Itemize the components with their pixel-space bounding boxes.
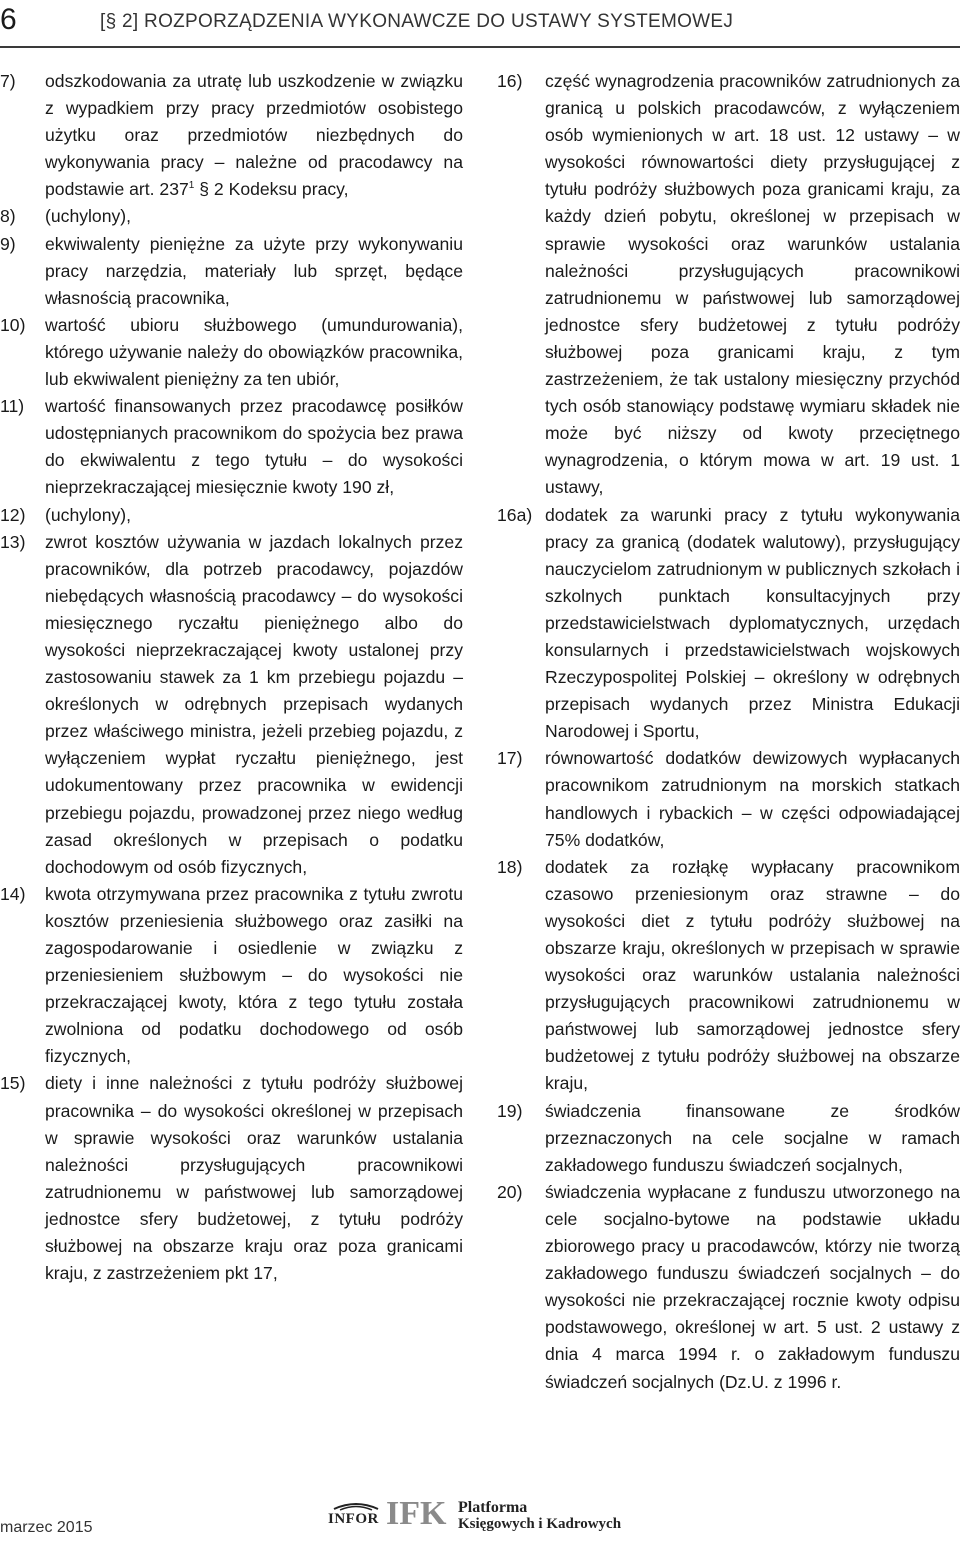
page-footer [0, 1495, 960, 1546]
page-header [0, 0, 960, 48]
item-number: 16) [497, 71, 523, 91]
page-number: 6 [0, 3, 17, 36]
issue-date: marzec 2015 [0, 1519, 93, 1536]
logo-infor-text: INFOR [328, 1511, 379, 1527]
item-text: kwota otrzymywana przez pracownika z tytułu zwrotu kosztów przeniesienia służbowego oraz zasiłki na zagospodarowanie i osiedlenie w związku z przeniesieniem służbowym – do wysokości nie przekraczającej kwoty, która z tego tytułu została zwolniona od podatku dochodowego od osób fizycznych, [45, 883, 463, 1067]
item-text: dodatek za rozłąkę wypłacany pracownikom czasowo przeniesionym oraz strawne – do wysokości diet z tytułu podróży służbowej na obszarze kraju, określonych w przepisach w sprawie wysokości oraz warunków ustalania należności przysługujących pracownikowi zatrudnionemu w państwowej lub samorządowej jednostce sfery budżetowej z tytułu podróży służbowej na obszarze kraju, [545, 856, 960, 1094]
item-number: 8) [0, 206, 16, 227]
list-item [497, 745, 960, 853]
logo-ifk-text: IFK [386, 1495, 447, 1532]
item-number: 7) [0, 71, 16, 91]
logo-platform-text: Platforma [458, 1499, 528, 1516]
item-text: część wynagrodzenia pracowników zatrudnionych za granicą u polskich pracodawców, z wyłączeniem osób wymienionych w art. 18 ust. 12 ustawy – w wysokości równowartości diety przysługującej z tytułu podróży służbowych poza granicami kraju, za każdy dzień pobytu, określonej w przepisach w sprawie wysokości oraz warunków ustalania należności przysługujących pracownikowi zatrudnionemu w państwowej lub samorządowej jednostce sfery budżetowej z tytułu podróży służbowej poza granicami kraju, z tym zastrzeżeniem, że tak ustalony miesięczny przychód tych osób stanowiący podstawę wymiaru składek nie może być niższy od kwoty przeciętnego wynagrodzenia, o którym mowa w art. 19 ust. 1 ustawy, [545, 71, 960, 498]
list-item [0, 203, 463, 230]
item-text: wartość ubioru służbowego (umundurowania), którego używanie należy do obowiązków pracownika, lub ekwiwalent pieniężny za ten ubiór, [45, 314, 463, 390]
item-text: diety i inne należności z tytułu podróży służbowej pracownika – do wysokości określonej w przepisach w sprawie wysokości oraz warunków ustalania należności przysługujących pracownikowi zatrudnionemu w państwowej lub samorządowej jednostce sfery budżetowej, z tytułu podróży służbowej na obszarze kraju oraz poza granicami kraju, z zastrzeżeniem pkt 17, [45, 1073, 463, 1284]
item-number: 9) [0, 233, 16, 254]
item-text: równowartość dodatków dewizowych wypłacanych pracownikom zatrudnionym na morskich statkach handlowych i rybackich – w części odpowiadającej 75% dodatków, [545, 748, 960, 850]
list-item [497, 854, 960, 1098]
running-header-title: [§ 2] ROZPORZĄDZENIA WYKONAWCZE DO USTAWY SYSTEMOWEJ [100, 11, 734, 32]
superscript: 1 [188, 180, 195, 192]
list-item [0, 881, 463, 1071]
item-number: 12) [0, 504, 26, 525]
list-item [497, 1098, 960, 1179]
item-number: 10) [0, 314, 26, 335]
right-column [497, 68, 960, 1396]
list-item [497, 502, 960, 746]
item-text: (uchylony), [45, 206, 132, 227]
list-item [0, 502, 463, 529]
list-item [0, 393, 463, 501]
infor-swoosh-icon [332, 1501, 380, 1511]
left-column [0, 68, 463, 1287]
item-number: 15) [0, 1073, 26, 1094]
item-number: 17) [497, 748, 523, 769]
item-number: 18) [497, 856, 523, 877]
item-text: ekwiwalenty pieniężne za użyte przy wykonywaniu pracy narzędzia, materiały lub sprzęt, będące własnością pracownika, [45, 233, 463, 308]
publisher-logo [328, 1497, 648, 1537]
list-item [0, 231, 463, 312]
item-number: 13) [0, 531, 26, 552]
item-text: (uchylony), [45, 504, 132, 525]
list-item [0, 68, 463, 203]
item-number: 14) [0, 883, 26, 904]
item-number: 20) [497, 1181, 523, 1202]
item-text: dodatek za warunki pracy z tytułu wykonywania pracy za granicą (dodatek walutowy), przysługujący nauczycielom zatrudnionym w publicznych szkołach i szkolnych punktach konsultacyjnych przy przedstawicielstwach dyplomatycznych, urzędach konsularnych i przedstawicielstwach wojskowych Rzeczypospolitej Polskiej – określony w odrębnych przepisach wydanych przez Ministra Edukacji Narodowej i Sportu, [545, 504, 960, 742]
list-item [0, 1070, 463, 1287]
item-number: 16a) [497, 504, 533, 525]
header-divider [0, 46, 960, 48]
item-text: świadczenia wypłacane z funduszu utworzonego na cele socjalno-bytowe na podstawie układu zbiorowego pracy u pracodawców, którzy nie tworzą zakładowego funduszu świadczeń socjalnych – do wysokości nie przekraczającej rocznie kwoty odpisu podstawowego, określonej w art. 5 ust. 2 ustawy z dnia 4 marca 1994 r. o zakładowym funduszu świadczeń socjalnych (Dz.U. z 1996 r. [545, 1181, 960, 1392]
item-number: 11) [0, 396, 25, 417]
item-text: wartość finansowanych przez pracodawcę posiłków udostępnianych pracownikom do spożycia bez prawa do ekwiwalentu z tego tytułu – do wysokości nieprzekraczającej miesięcznie kwoty 190 zł, [45, 396, 463, 498]
list-item [0, 312, 463, 393]
item-text: zwrot kosztów używania w jazdach lokalnych przez pracowników, dla potrzeb pracodawcy, pojazdów niebędących własnością pracodawcy – do wysokości miesięcznego ryczałtu pieniężnego albo do wysokości nieprzekraczającej kwoty ustalonej przy zastosowaniu stawek za 1 km przebiegu pojazdu – określonych w odrębnych przepisach wydanych przez właściwego ministra, jeżeli przebieg pojazdu, z wyłączeniem wypłat ryczałtu pieniężnego, jest udokumentowany przez pracownika w ewidencji przebiegu pojazdu, prowadzonej przez niego według zasad określonych w przepisach o podatku dochodowym od osób fizycznych, [45, 531, 463, 877]
list-item [497, 1179, 960, 1396]
item-text: świadczenia finansowane ze środków przeznaczonych na cele socjalne w ramach zakładowego funduszu świadczeń socjalnych, [545, 1100, 960, 1175]
item-number: 19) [497, 1100, 523, 1121]
list-item [0, 529, 463, 881]
list-item [497, 68, 960, 502]
item-text: odszkodowania za utratę lub uszkodzenie w związku z wypadkiem przy pracy przedmiotów osobistego użytku oraz przedmiotów niezbędnych do wykonywania pracy – należne od pracodawcy na podstawie art. $237^1$ § 2 Kodeksu pracy, [45, 71, 463, 200]
logo-subtitle-text: Księgowych i Kadrowych [458, 1516, 622, 1532]
